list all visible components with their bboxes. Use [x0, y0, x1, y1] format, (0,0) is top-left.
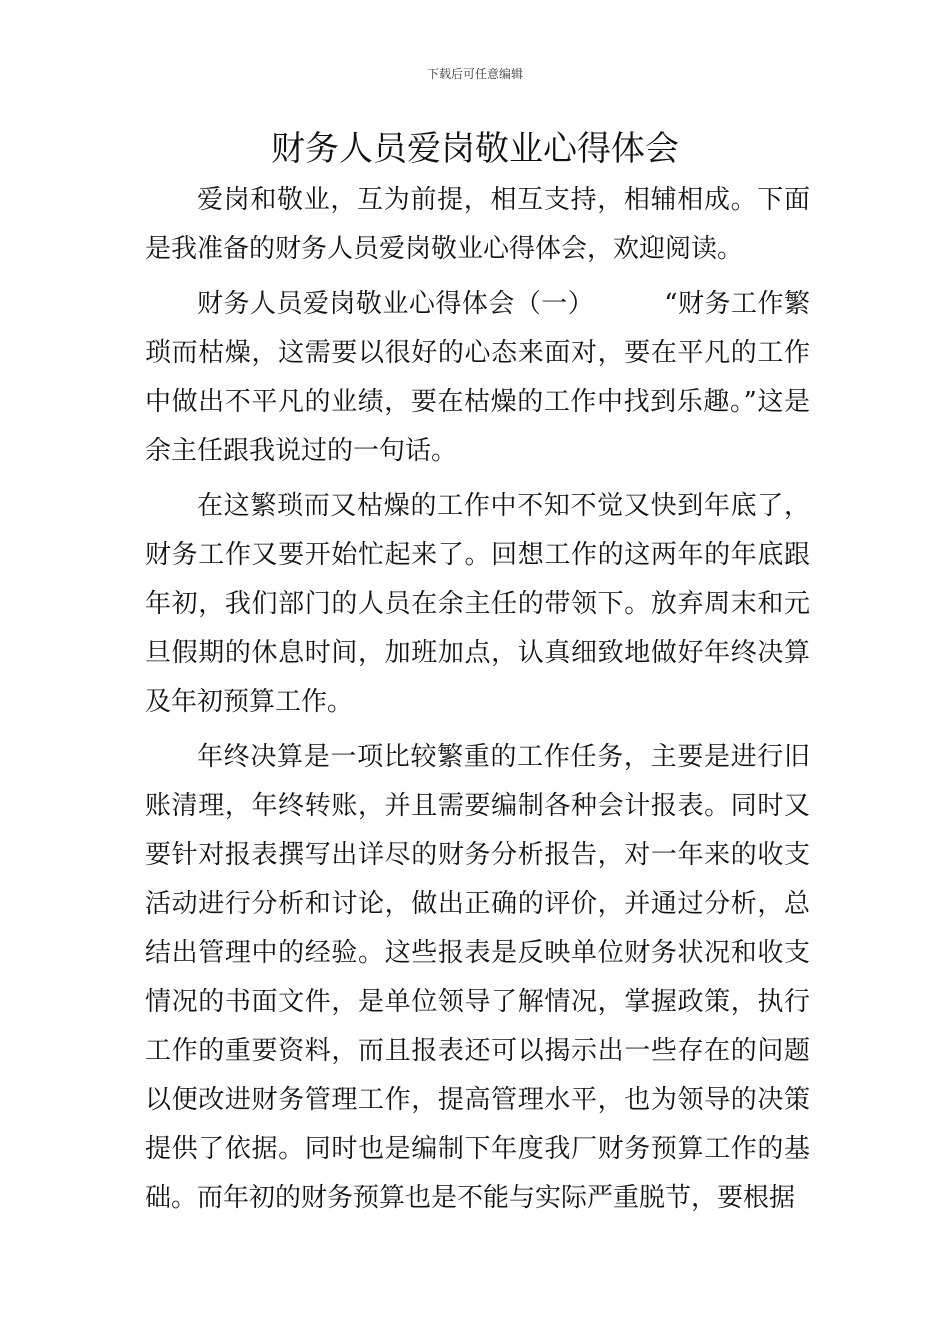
- header-note: 下载后可任意编辑: [426, 67, 523, 81]
- paragraph-section-one: 财务人员爱岗敬业心得体会（一） “财务工作繁琐而枯燥，这需要以很好的心态来面对，要在平凡的工作中做出不平凡的业绩，要在枯燥的工作中找到乐趣。”这是余主任跟我说过的一句话。: [145, 289, 810, 466]
- paragraph-final-accounts: 年终决算是一项比较繁重的工作任务，主要是进行旧账清理，年终转账，并且需要编制各种会计报表。同时又要针对报表撰写出详尽的财务分析报告，对一年来的收支活动进行分析和讨论，做出正确的评价，并通过分析，总结出管理中的经验。这些报表是反映单位财务状况和收支情况的书面文件，是单位领导了解情况，掌握政策，执行工作的重要资料，而且报表还可以揭示出一些存在的问题以便改进财务管理工作，提高管理水平，也为领导的决策提供了依据。同时也是编制下年度我厂财务预算工作的基础。而年初的财务预算也是不能与实际严重脱节，要根据: [145, 742, 810, 1213]
- document-title: 财务人员爱岗敬业心得体会: [271, 129, 679, 169]
- document-body: [145, 176, 810, 1223]
- paragraph-year-end: 在这繁琐而又枯燥的工作中不知不觉又快到年底了，财务工作又要开始忙起来了。回想工作的这两年的年底跟年初，我们部门的人员在余主任的带领下。放弃周末和元旦假期的休息时间，加班加点，认真细致地做好年终决算及年初预算工作。: [145, 491, 810, 717]
- paragraph-intro: 爱岗和敬业，互为前提，相互支持，相辅相成。下面是我准备的财务人员爱岗敬业心得体会，欢迎阅读。: [145, 185, 810, 264]
